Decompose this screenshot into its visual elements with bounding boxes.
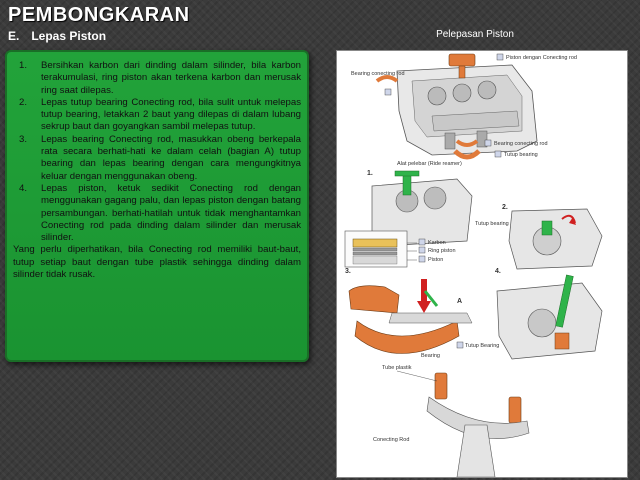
connecting-rod-drawing xyxy=(427,373,529,477)
label-bearing-rod-top: Bearing conecting rod xyxy=(351,71,405,77)
section-title: Lepas Piston xyxy=(31,29,107,43)
section-heading xyxy=(8,29,106,43)
bearing-icon xyxy=(377,77,397,81)
step3-drawing xyxy=(349,279,472,354)
step-number: 2. xyxy=(19,96,28,108)
label-tube-plastik: Tube plastik xyxy=(382,365,412,371)
page-title: PEMBONGKARAN xyxy=(8,4,190,26)
label-piston-with-rod: Piston dengan Conecting rod xyxy=(506,55,577,61)
label-step-2: 2. xyxy=(502,204,508,211)
label-tutup-bearing-mid: Tutup bearing xyxy=(475,221,509,227)
label-bearing-rod-right: Bearing conecting rod xyxy=(494,141,548,147)
step-item xyxy=(13,134,301,183)
step-number: 1. xyxy=(19,60,28,71)
label-piston: Piston xyxy=(428,257,444,263)
label-step-4: 4. xyxy=(495,268,501,275)
label-step-3: 3. xyxy=(345,268,351,275)
step-text: Bersihkan karbon dari dinding dalam silinder, bila karbon terakumulasi, ring piston akan terkena karbon dan merusak ring saat dilepas. xyxy=(41,60,301,96)
label-bearing: Bearing xyxy=(421,353,440,359)
piston-removal-illustration xyxy=(337,51,627,477)
step2-drawing xyxy=(509,209,602,269)
figure-caption: Pelepasan Piston xyxy=(436,29,514,40)
steps-list xyxy=(13,60,301,244)
step-item xyxy=(13,60,301,97)
label-step-1: 1. xyxy=(367,170,373,177)
label-tutup-bearing-top: Tutup bearing xyxy=(504,152,538,158)
step-item xyxy=(13,183,301,244)
step-number: 4. xyxy=(19,182,28,194)
note-text: Yang perlu diperhatikan, bila Conecting rod memiliki baut-baut, tutup setiap baut dengan tube plastik sehingga dinding dalam silinder tidak rusak. xyxy=(13,244,301,281)
piston-ring-detail xyxy=(345,231,417,267)
label-marker-a: A xyxy=(457,298,463,305)
label-alat-pelebar: Alat pelebar (Ride reamer) xyxy=(397,161,462,167)
step-text: Lepas bearing Conecting rod, masukkan obeng berkepala rata secara berhati-hati ke dalam celah (bagian A) tutup bearing dan lepas bearing dengan cara mengungkitnya keluar dengan menggunakan obeng. xyxy=(41,133,301,182)
step-text: Lepas tutup bearing Conecting rod, bila sulit untuk melepas tutup bearing, letakkan 2 baut yang dilepas di dalam lubang sekrup baut dan goyangkan sambil melepas tutup. xyxy=(41,96,301,133)
figure-panel xyxy=(336,50,628,478)
label-ring-piston: Ring piston xyxy=(428,248,456,254)
section-letter: E. xyxy=(8,29,20,43)
label-conecting-rod: Conecting Rod xyxy=(373,437,410,443)
instructions-panel xyxy=(5,50,309,362)
label-tutup-bearing-bottom: Tutup Bearing xyxy=(465,343,500,349)
step4-drawing xyxy=(497,275,602,359)
step-text: Lepas piston, ketuk sedikit Conecting rod dengan menggunakan gagang palu, dan lepas piston dengan batang persambungan. berhati-hatilah untuk tidak menghantamkan Conecting rod pada dinding dalam silinder dan merusak silinder. xyxy=(41,182,301,244)
step-number: 3. xyxy=(19,133,28,145)
label-karbon: Karbon xyxy=(428,240,446,246)
step-item xyxy=(13,97,301,134)
